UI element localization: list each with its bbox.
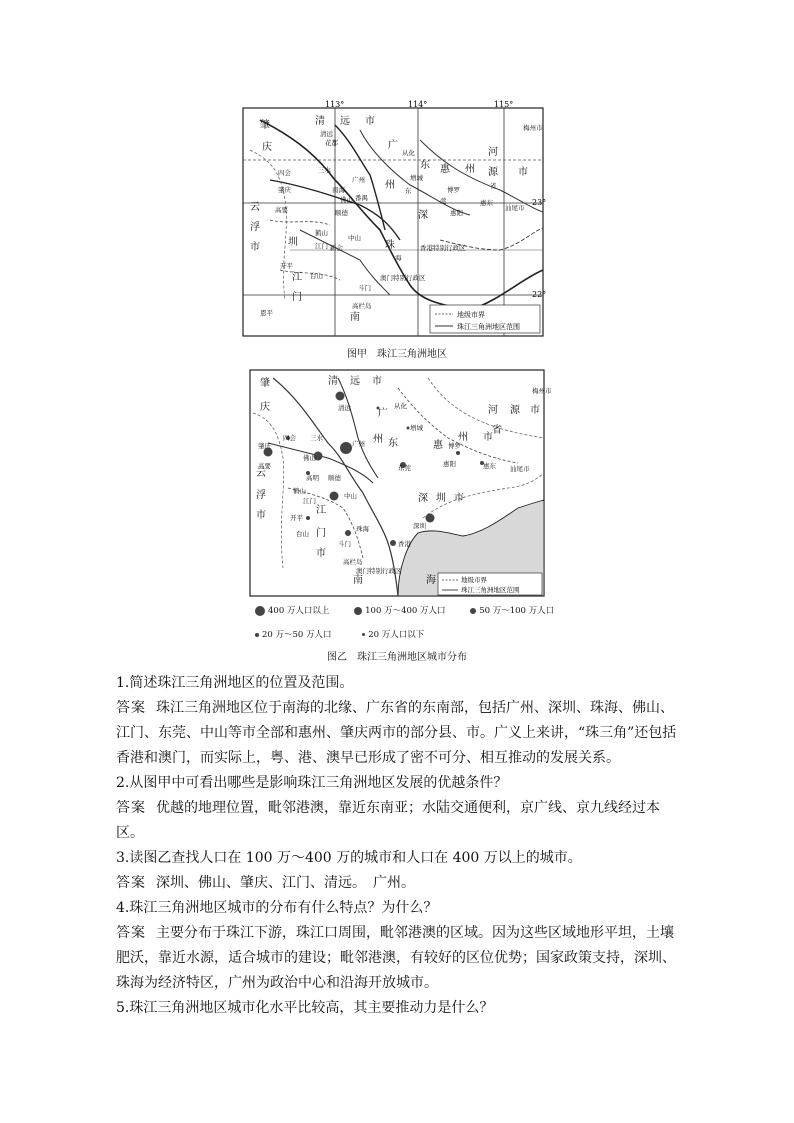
place-label: 市 (365, 116, 375, 127)
place-label: 江门 (315, 242, 328, 250)
place-label: 浮 (256, 490, 266, 501)
figure-a-map (240, 100, 550, 340)
place-label: 香港特别行政区 (420, 244, 466, 252)
place-label: 东莞 (398, 464, 411, 472)
city-dot-100-400 (336, 392, 345, 401)
place-label: 三水 (318, 166, 331, 174)
place-label: 云 (250, 202, 260, 213)
place-label: 开平 (290, 514, 303, 522)
city-dot-100-400 (330, 492, 339, 501)
population-legend-row-2 (255, 628, 424, 640)
question: 1.简述珠江三角洲地区的位置及范围。 (116, 675, 354, 691)
place-label: 从化 (394, 402, 407, 410)
place-label: 佛山 (340, 196, 353, 204)
place-label: 深 (418, 493, 428, 504)
place-label: 清远 (320, 130, 333, 138)
place-label: 斗门 (338, 540, 351, 548)
legend-item: 50 万～100 万人口 (470, 606, 554, 616)
figure-a-caption: 图甲 珠江三角洲地区 (347, 349, 447, 360)
place-label: 圳 (436, 493, 446, 504)
place-label: 高要 (258, 462, 271, 470)
legend-item: 20 万人口以下 (362, 630, 424, 640)
place-label: 高栏岛 (352, 302, 372, 310)
city-dot-20-50 (456, 451, 460, 455)
place-label: 惠东 (483, 462, 496, 470)
answer: 答案 优越的地理位置，毗邻港澳，靠近东南亚；水陆交通便利，京广线、京九线经过本区。 (116, 800, 660, 841)
legend-item: 400 万人口以上 (255, 606, 329, 616)
place-label: 中山 (348, 234, 361, 242)
place-label: 高栏岛 (343, 558, 363, 566)
place-label: 市 (518, 167, 528, 178)
place-label: 市 (372, 376, 382, 387)
small-dot-icon (470, 608, 476, 614)
place-label: 南海 (332, 186, 345, 194)
place-label: 增城 (410, 424, 423, 432)
place-label: 市 (256, 510, 266, 521)
place-label: 东 (405, 187, 412, 195)
place-label: 市 (483, 432, 493, 443)
place-label: 河 (488, 147, 498, 158)
place-label: 江 (292, 272, 302, 283)
place-label: 源 (488, 167, 498, 178)
legend-label: 地级市界 (461, 576, 487, 584)
place-label: 肇庆 (258, 442, 271, 450)
place-label: 云 (256, 468, 266, 479)
place-label: 高要 (275, 206, 288, 214)
place-label: 澳门特别行政区 (356, 567, 402, 575)
place-label: 四会 (278, 169, 291, 177)
place-label: 省 (492, 425, 502, 436)
question: 4.珠江三角洲地区城市的分布有什么特点？为什么？ (116, 900, 438, 916)
answer: 答案 主要分布于珠江下游，珠江口周围，毗邻港澳的区域。因为这些区域地形平坦，土壤肥沃，靠近水源，适合城市的建设；毗邻港澳，有较好的区位优势；国家政策支持，深圳、珠海为经济特区，广州为政治中心和沿海开放城市。 (116, 925, 676, 991)
answer-label: 答案 (116, 875, 146, 891)
place-label: 肇庆 (278, 186, 291, 194)
place-label: 恩平 (260, 309, 273, 317)
answer-label: 答案 (116, 925, 146, 941)
tiny-dot-icon (255, 633, 259, 637)
place-label: 惠 (440, 164, 450, 175)
medium-dot-icon (354, 607, 362, 615)
place-label: 惠东 (480, 199, 493, 207)
lat-label: 23° (532, 198, 547, 207)
place-label: 海 (395, 254, 402, 262)
answer-label: 答案 (116, 700, 146, 716)
legend-label: 珠江三角洲地区范围 (457, 323, 520, 331)
place-label: 莞 (440, 197, 447, 205)
legend-item: 100 万～400 万人口 (354, 606, 445, 616)
place-label: 市 (454, 493, 464, 504)
place-label: 源 (510, 405, 520, 416)
city-dot-400-plus (340, 442, 352, 454)
place-label: 省 (490, 182, 497, 190)
lon-label: 113° (325, 100, 345, 109)
population-legend-row-1 (255, 604, 554, 616)
lon-label: 114° (408, 100, 428, 109)
place-label: 清远 (338, 404, 351, 412)
place-label: 东 (420, 160, 430, 171)
place-label: 州 (465, 164, 475, 175)
place-label: 新会 (330, 244, 343, 252)
place-label: 三水 (310, 434, 323, 442)
place-label: 汕尾市 (505, 204, 525, 212)
place-label: 庆 (260, 402, 270, 413)
legend-label: 地级市界 (457, 311, 485, 319)
question-list (116, 671, 686, 1021)
figure-b-caption: 图乙 珠江三角洲地区城市分布 (327, 652, 467, 663)
place-label: 博罗 (447, 186, 460, 194)
place-label: 州 (458, 432, 468, 443)
place-label: 肇 (260, 378, 270, 389)
place-label: 南 (350, 312, 360, 323)
place-label: 惠 (433, 440, 443, 451)
city-dot-50-100 (345, 530, 351, 536)
lat-label: 22° (532, 290, 547, 299)
place-label: 州 (385, 180, 395, 191)
place-label: 汕尾市 (510, 465, 530, 473)
question: 2.从图甲中可看出哪些是影响珠江三角洲地区发展的优越条件？ (116, 775, 508, 791)
place-label: 门 (292, 292, 302, 303)
city-dot-100-400 (426, 514, 435, 523)
question: 3.读图乙查找人口在 100 万～400 万的城市和人口在 400 万以上的城市。 (116, 850, 582, 866)
place-label: 清 (328, 376, 338, 387)
place-label: 鹤山 (315, 229, 328, 237)
answer-label: 答案 (116, 800, 146, 816)
place-label: 浮 (250, 222, 260, 233)
place-label: 澳门特别行政区 (380, 274, 426, 282)
place-label: 江 (316, 505, 326, 516)
place-label: 庆 (262, 142, 272, 153)
place-label: 台山 (296, 530, 309, 538)
place-label: 珠海 (356, 525, 369, 533)
large-dot-icon (255, 606, 265, 616)
place-label: 远 (350, 376, 360, 387)
place-label: 肇 (260, 120, 270, 131)
place-label: 门 (316, 528, 326, 539)
answer: 答案 深圳、佛山、肇庆、江门、清远。 广州。 (116, 875, 415, 891)
place-label: 市 (316, 548, 326, 559)
place-label: 江门 (303, 497, 316, 505)
place-label: 博罗 (448, 442, 461, 450)
place-label: 番禺 (355, 194, 368, 202)
place-label: 从化 (402, 149, 415, 157)
place-label: 深 (418, 210, 428, 221)
place-label: 四会 (283, 434, 296, 442)
place-label: 台山 (310, 272, 323, 280)
place-label: 东 (388, 438, 398, 449)
place-label: 广州 (352, 440, 365, 448)
legend-item: 20 万～50 万人口 (255, 630, 332, 640)
lon-label: 115° (494, 100, 514, 109)
dot-icon (362, 633, 365, 636)
place-label: 香港 (398, 540, 411, 548)
place-label: 高明 (306, 474, 319, 482)
place-label: 梅州市 (523, 124, 543, 132)
place-label: 梅州市 (532, 387, 552, 395)
place-label: 广 (378, 408, 388, 419)
place-label: 斗门 (358, 284, 371, 292)
place-label: 佛山 (303, 454, 316, 462)
place-label: 广 (388, 140, 398, 151)
place-label: 顺德 (328, 474, 341, 482)
place-label: 顺德 (335, 209, 348, 217)
answer: 答案 珠江三角洲地区位于南海的北缘、广东省的东南部，包括广州、深圳、珠海、佛山、江门、东莞、中山等市全部和惠州、肇庆两市的部分县、市。广义上来讲，“珠三角”还包括香港和澳门，而实际上，粤、港、澳早已形成了密不可分、相互推动的发展关系。 (116, 700, 677, 766)
place-label: 惠阳 (450, 209, 463, 217)
place-label: 海 (426, 575, 436, 586)
place-label: 远 (340, 116, 350, 127)
place-label: 市 (530, 405, 540, 416)
place-label: 增城 (410, 174, 423, 182)
place-label: 州 (373, 434, 383, 445)
figure-b-map (248, 368, 552, 598)
city-dot-20-50 (306, 516, 310, 520)
place-label: 圳 (288, 237, 298, 248)
place-label: 南 (353, 575, 363, 586)
place-label: 河 (488, 405, 498, 416)
legend-label: 珠江三角洲地区范围 (461, 586, 520, 594)
place-label: 珠 (385, 240, 395, 251)
place-label: 深圳 (413, 522, 426, 530)
question: 5.珠江三角洲地区城市化水平比较高，其主要推动力是什么？ (116, 1000, 494, 1016)
city-dot-50-100 (390, 540, 396, 546)
place-label: 开平 (280, 262, 293, 270)
place-label: 市 (250, 242, 260, 253)
place-label: 惠阳 (443, 460, 456, 468)
place-label: 鹤山 (293, 487, 306, 495)
place-label: 花都 (325, 139, 338, 147)
place-label: 广州 (352, 176, 365, 184)
place-label: 中山 (344, 492, 357, 500)
place-label: 清 (315, 116, 325, 127)
